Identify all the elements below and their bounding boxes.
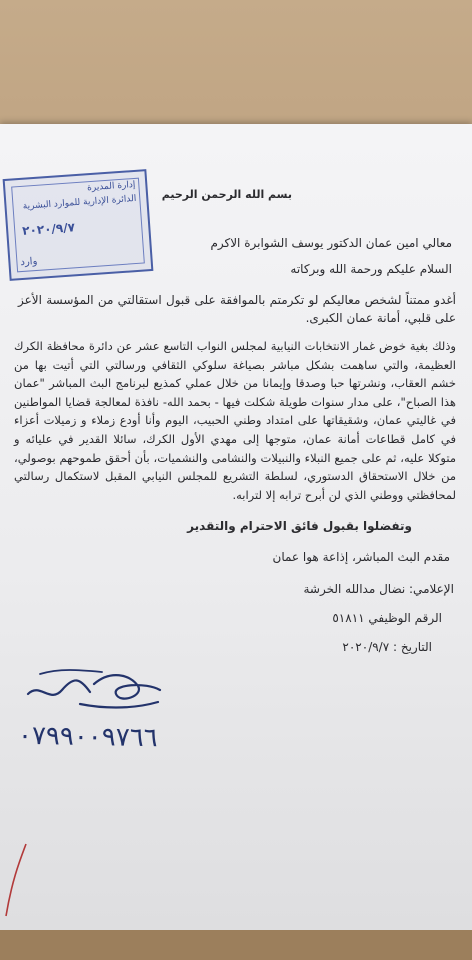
desk-edge [0,930,472,960]
greeting-line: السلام عليكم ورحمة الله وبركاته [290,262,452,276]
handwritten-signature [20,664,170,716]
recipient-line: معالي امين عمان الدكتور يوسف الشوابرة الاكرم [210,236,452,250]
red-pen-mark [2,840,32,920]
employee-number: الرقم الوظيفي ٥١٨١١ [332,611,442,625]
date-line: التاريخ : ٢٠٢٠/٩/٧ [342,640,432,654]
closing-line: وتفضلوا بقبول فائق الاحترام والتقدير [187,519,412,533]
incoming-stamp [3,169,154,281]
bismillah-heading: بسم الله الرحمن الرحيم [161,188,292,201]
phone-number-handwritten: ٠٧٩٩٠٠٩٧٦٦ [17,720,158,754]
stamp-line-2: الدائرة الإدارية للموارد البشرية [22,193,137,212]
sender-role: مقدم البث المباشر، إذاعة هوا عمان [272,550,450,564]
paragraph-1: أغدو ممتناً لشخص معاليكم لو تكرمتم بالموافقة على قبول استقالتي من المؤسسة الأعز على قلبي، أمانة عمان الكبرى. [18,293,456,325]
stamp-date: ٢٠٢٠/٩/٧ [21,220,76,238]
stamp-line-1: إدارة المديرة [86,179,136,194]
sender-name: الإعلامي: نضال مدالله الخرشة [303,582,454,596]
stamp-label: وارد [20,255,38,269]
paragraph-2: وذلك بغية خوض غمار الانتخابات النيابية لمجلس النواب التاسع عشر عن دائرة محافظة الكرك العظيمة، والتي ساهمت بشكل مباشر بصياغة سلوكي الثقافي ورسالتي التي أتيت بها من خشم العقاب، ونشرتها حبا وصدقا وإيمانا من خلال عملي كمذيع لبرنامج البث المباشر "عمان هذا الصباح"، على مدار سنوات طويلة شكلت فيها - بحمد الله- نافذة لمعالجة قضايا المواطنين في غاليتي عمان، وشقيقاتها على امتداد وطني الحبيب، اليوم وأنا أودع زملاء و زميلات أعزاء في كامل قطاعات أمانة عمان، متوجها إلى مهدي الأول الكرك، سائلا القدير في عليائه و متوكلا عليه، ثم على جميع النبلاء والنبيلات والنشامى والنشميات، بأن أحقق طموحهم بوصولي، من خلال الاستحقاق الدستوري، لسلطة التشريع للمجلس النيابي المقبل لاستكمال رسالتي لمحافظتي ووطني الذي لن أبرح ترابه إلا لترابه. [14,339,456,502]
